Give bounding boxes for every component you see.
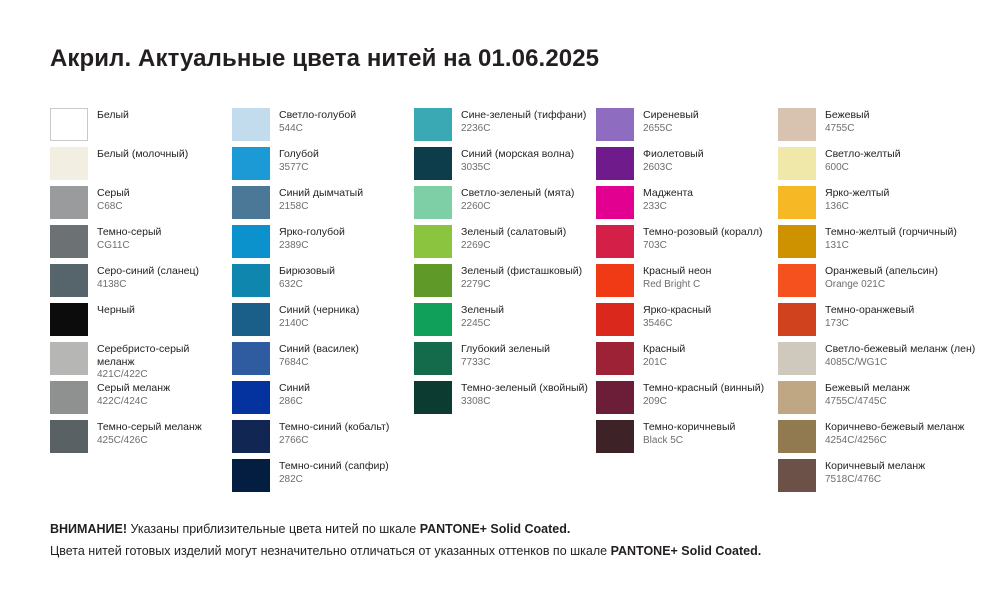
color-code: 7518C/476C bbox=[825, 473, 882, 485]
swatch-labels bbox=[825, 459, 925, 486]
color-chip bbox=[50, 264, 88, 297]
color-chip bbox=[414, 303, 452, 336]
color-code: C68C bbox=[97, 200, 123, 212]
color-name: Бежевый меланж bbox=[825, 382, 910, 394]
color-name: Красный bbox=[643, 343, 686, 355]
color-chip bbox=[232, 108, 270, 141]
swatch-item bbox=[50, 108, 232, 147]
color-chip bbox=[778, 264, 816, 297]
color-name: Бежевый bbox=[825, 109, 870, 121]
swatch-labels bbox=[825, 264, 938, 291]
swatch-labels bbox=[97, 108, 129, 123]
swatch-item bbox=[232, 342, 414, 381]
swatch-labels bbox=[97, 303, 135, 318]
color-code: 3035C bbox=[461, 161, 491, 173]
swatch-labels bbox=[279, 420, 389, 447]
color-chip bbox=[596, 225, 634, 258]
swatch-labels bbox=[461, 264, 582, 291]
color-name: Белый (молочный) bbox=[97, 148, 189, 160]
swatch-labels bbox=[461, 303, 504, 330]
color-name: Фиолетовый bbox=[643, 148, 704, 160]
attention-label: ВНИМАНИЕ! bbox=[50, 522, 127, 536]
swatch-labels bbox=[643, 186, 693, 213]
color-name: Темно-желтый (горчичный) bbox=[825, 226, 957, 238]
color-chip bbox=[596, 303, 634, 336]
swatch-labels bbox=[643, 381, 764, 408]
swatch-labels bbox=[97, 342, 217, 382]
color-chip bbox=[414, 186, 452, 219]
color-code: 201C bbox=[643, 356, 667, 368]
color-chip bbox=[232, 342, 270, 375]
color-name: Светло-зеленый (мята) bbox=[461, 187, 575, 199]
color-chip bbox=[778, 342, 816, 375]
swatch-item bbox=[232, 381, 414, 420]
swatch-labels bbox=[279, 225, 345, 252]
color-chip bbox=[50, 186, 88, 219]
color-name: Зеленый (фисташковый) bbox=[461, 265, 583, 277]
footer-line-1 bbox=[50, 519, 970, 539]
swatch-labels bbox=[97, 225, 161, 252]
color-code: 4254C/4256C bbox=[825, 434, 887, 446]
color-code: 2603C bbox=[643, 161, 673, 173]
swatch-labels bbox=[279, 108, 356, 135]
color-name: Темно-коричневый bbox=[643, 421, 736, 433]
color-name: Серо-синий (сланец) bbox=[97, 265, 200, 277]
swatch-labels bbox=[643, 225, 763, 252]
color-chip bbox=[778, 420, 816, 453]
color-chip bbox=[778, 303, 816, 336]
color-code: 4138C bbox=[97, 278, 127, 290]
color-chip bbox=[50, 108, 88, 141]
swatch-labels bbox=[643, 147, 704, 174]
swatch-item bbox=[596, 108, 778, 147]
swatch-item bbox=[596, 420, 778, 459]
color-name: Темно-зеленый (хвойный) bbox=[461, 382, 588, 394]
color-code: 4085C/WG1C bbox=[825, 356, 888, 368]
swatch-column-1 bbox=[50, 108, 232, 498]
swatch-item bbox=[778, 225, 960, 264]
color-name: Зеленый (салатовый) bbox=[461, 226, 567, 238]
color-chip bbox=[232, 420, 270, 453]
color-chip bbox=[50, 225, 88, 258]
color-name: Темно-синий (сапфир) bbox=[279, 460, 389, 472]
color-chip bbox=[414, 381, 452, 414]
color-code: 600C bbox=[825, 161, 849, 173]
swatch-labels bbox=[825, 342, 975, 369]
color-name: Темно-красный (винный) bbox=[643, 382, 765, 394]
swatch-labels bbox=[461, 147, 574, 174]
color-code: CG11C bbox=[97, 239, 130, 251]
color-name: Белый bbox=[97, 109, 129, 121]
color-name: Коричневый меланж bbox=[825, 460, 926, 472]
color-code: 209C bbox=[643, 395, 667, 407]
color-name: Синий (морская волна) bbox=[461, 148, 575, 160]
swatch-item bbox=[414, 225, 596, 264]
swatch-item bbox=[414, 342, 596, 381]
swatch-item bbox=[50, 420, 232, 459]
color-chip bbox=[50, 147, 88, 180]
swatch-column-2 bbox=[232, 108, 414, 498]
swatch-labels bbox=[461, 108, 586, 135]
color-code: 282C bbox=[279, 473, 303, 485]
color-name: Синий bbox=[279, 382, 310, 394]
swatch-labels bbox=[643, 420, 735, 447]
swatch-column-5 bbox=[778, 108, 976, 498]
color-code: Black 5C bbox=[643, 434, 684, 446]
color-code: 4755C bbox=[825, 122, 855, 134]
footer-note bbox=[50, 519, 970, 561]
color-code: 136C bbox=[825, 200, 849, 212]
swatch-labels bbox=[97, 420, 202, 447]
swatch-item bbox=[414, 186, 596, 225]
color-code: 173C bbox=[825, 317, 849, 329]
swatch-labels bbox=[643, 342, 685, 369]
color-chip bbox=[778, 186, 816, 219]
footer-line-2 bbox=[50, 541, 970, 561]
color-code: Orange 021C bbox=[825, 278, 886, 290]
color-code: 2279C bbox=[461, 278, 491, 290]
color-name: Коричнево-бежевый меланж bbox=[825, 421, 965, 433]
color-chip bbox=[232, 264, 270, 297]
color-name: Темно-серый bbox=[97, 226, 162, 238]
color-chip bbox=[414, 108, 452, 141]
color-code: 2236C bbox=[461, 122, 491, 134]
swatch-item bbox=[50, 342, 232, 381]
swatch-labels bbox=[461, 342, 550, 369]
swatch-item bbox=[232, 303, 414, 342]
swatch-item bbox=[232, 108, 414, 147]
color-name: Темно-оранжевый bbox=[825, 304, 915, 316]
swatch-labels bbox=[279, 342, 359, 369]
color-chip bbox=[596, 186, 634, 219]
color-chip bbox=[50, 342, 88, 375]
swatch-labels bbox=[97, 186, 130, 213]
color-name: Ярко-красный bbox=[643, 304, 712, 316]
color-code: 3308C bbox=[461, 395, 491, 407]
color-name: Серый меланж bbox=[97, 382, 171, 394]
swatch-item bbox=[414, 381, 596, 420]
color-code: 2655C bbox=[643, 122, 673, 134]
color-name: Синий (черника) bbox=[279, 304, 360, 316]
swatch-column-4 bbox=[596, 108, 778, 498]
color-chip bbox=[232, 225, 270, 258]
color-chip bbox=[596, 264, 634, 297]
swatch-item bbox=[414, 108, 596, 147]
swatch-labels bbox=[279, 303, 359, 330]
color-code: 2389C bbox=[279, 239, 309, 251]
swatch-item bbox=[232, 264, 414, 303]
color-chip bbox=[596, 147, 634, 180]
color-name: Голубой bbox=[279, 148, 319, 160]
page-title: Акрил. Актуальные цвета нитей на 01.06.2025 bbox=[50, 45, 600, 72]
swatch-item bbox=[778, 186, 960, 225]
swatch-labels bbox=[279, 459, 389, 486]
swatch-item bbox=[596, 225, 778, 264]
color-chip bbox=[778, 381, 816, 414]
color-name: Светло-бежевый меланж (лен) bbox=[825, 343, 976, 355]
swatch-item bbox=[50, 147, 232, 186]
color-name: Черный bbox=[97, 304, 135, 316]
color-name: Ярко-желтый bbox=[825, 187, 890, 199]
color-name: Маджента bbox=[643, 187, 694, 199]
swatch-item bbox=[778, 147, 960, 186]
color-code: 703C bbox=[643, 239, 667, 251]
footer-line-1-text: Указаны приблизительные цвета нитей по шкале bbox=[127, 522, 420, 536]
color-chip bbox=[596, 342, 634, 375]
color-code: 2766C bbox=[279, 434, 309, 446]
swatch-labels bbox=[279, 186, 363, 213]
pantone-label-1: PANTONE+ Solid Coated. bbox=[419, 522, 571, 536]
color-chip bbox=[778, 147, 816, 180]
swatch-item bbox=[596, 303, 778, 342]
swatch-labels bbox=[825, 381, 910, 408]
swatch-item bbox=[778, 264, 960, 303]
color-chip bbox=[596, 108, 634, 141]
swatch-labels bbox=[825, 303, 914, 330]
swatch-item bbox=[414, 303, 596, 342]
swatch-columns bbox=[50, 108, 976, 498]
color-code: 4755C/4745C bbox=[825, 395, 887, 407]
color-name: Сине-зеленый (тиффани) bbox=[461, 109, 587, 121]
swatch-labels bbox=[97, 264, 199, 291]
swatch-item bbox=[232, 459, 414, 498]
swatch-labels bbox=[825, 420, 964, 447]
swatch-labels bbox=[279, 381, 310, 408]
color-code: 2269C bbox=[461, 239, 491, 251]
color-chip bbox=[414, 225, 452, 258]
swatch-item bbox=[50, 264, 232, 303]
color-code: 7733C bbox=[461, 356, 491, 368]
color-name: Синий (василек) bbox=[279, 343, 359, 355]
swatch-item bbox=[414, 264, 596, 303]
color-code: 3546C bbox=[643, 317, 673, 329]
swatch-item bbox=[414, 147, 596, 186]
color-code: 2245C bbox=[461, 317, 491, 329]
color-code: 632C bbox=[279, 278, 303, 290]
color-chip bbox=[778, 459, 816, 492]
color-code: 3577C bbox=[279, 161, 309, 173]
footer-line-2-text: Цвета нитей готовых изделий могут незначительно отличаться от указанных оттенков по шкале bbox=[50, 544, 611, 558]
color-chip bbox=[50, 381, 88, 414]
color-code: 544C bbox=[279, 122, 303, 134]
color-code: 2158C bbox=[279, 200, 309, 212]
swatch-item bbox=[50, 186, 232, 225]
color-name: Серебристо-серый меланж bbox=[97, 343, 190, 368]
swatch-item bbox=[596, 342, 778, 381]
color-chip bbox=[414, 342, 452, 375]
color-name: Сиреневый bbox=[643, 109, 699, 121]
swatch-labels bbox=[825, 108, 869, 135]
color-code: 131C bbox=[825, 239, 849, 251]
color-name: Серый bbox=[97, 187, 130, 199]
color-chip bbox=[414, 147, 452, 180]
swatch-item bbox=[778, 420, 965, 459]
swatch-item bbox=[778, 108, 960, 147]
color-code: 425C/426C bbox=[97, 434, 148, 446]
color-name: Темно-розовый (коралл) bbox=[643, 226, 763, 238]
swatch-item bbox=[232, 420, 414, 459]
color-chip bbox=[232, 381, 270, 414]
color-chip bbox=[778, 225, 816, 258]
color-code: 286C bbox=[279, 395, 303, 407]
swatch-labels bbox=[461, 186, 574, 213]
swatch-labels bbox=[643, 264, 711, 291]
color-code: Red Bright C bbox=[643, 278, 701, 290]
swatch-item bbox=[232, 147, 414, 186]
swatch-column-3 bbox=[414, 108, 596, 498]
color-chip bbox=[232, 303, 270, 336]
swatch-labels bbox=[97, 381, 170, 408]
swatch-item bbox=[50, 225, 232, 264]
swatch-labels bbox=[279, 147, 319, 174]
color-name: Оранжевый (апельсин) bbox=[825, 265, 938, 277]
color-chip bbox=[778, 108, 816, 141]
color-name: Темно-синий (кобальт) bbox=[279, 421, 390, 433]
color-name: Светло-желтый bbox=[825, 148, 901, 160]
swatch-labels bbox=[643, 108, 699, 135]
color-chip bbox=[232, 459, 270, 492]
swatch-labels bbox=[461, 225, 566, 252]
color-code: 2260C bbox=[461, 200, 491, 212]
swatch-labels bbox=[825, 225, 957, 252]
color-chip bbox=[414, 264, 452, 297]
color-chip bbox=[596, 420, 634, 453]
color-code: 421C/422C bbox=[97, 369, 148, 380]
swatch-item bbox=[778, 303, 960, 342]
color-chip bbox=[50, 303, 88, 336]
color-name: Ярко-голубой bbox=[279, 226, 345, 238]
color-name: Темно-серый меланж bbox=[97, 421, 202, 433]
color-name: Светло-голубой bbox=[279, 109, 357, 121]
swatch-item bbox=[596, 186, 778, 225]
swatch-item bbox=[232, 186, 414, 225]
swatch-labels bbox=[97, 147, 188, 162]
color-chip bbox=[50, 420, 88, 453]
color-chip bbox=[232, 147, 270, 180]
swatch-item bbox=[778, 342, 976, 381]
swatch-item bbox=[778, 381, 960, 420]
color-chip bbox=[232, 186, 270, 219]
swatch-labels bbox=[461, 381, 588, 408]
color-name: Бирюзовый bbox=[279, 265, 335, 277]
color-name: Зеленый bbox=[461, 304, 505, 316]
swatch-labels bbox=[825, 186, 889, 213]
swatch-labels bbox=[825, 147, 901, 174]
swatch-item bbox=[232, 225, 414, 264]
color-code: 233C bbox=[643, 200, 667, 212]
swatch-item bbox=[50, 303, 232, 342]
color-chip bbox=[596, 381, 634, 414]
color-code: 7684C bbox=[279, 356, 309, 368]
pantone-label-2: PANTONE+ Solid Coated. bbox=[610, 544, 762, 558]
swatch-labels bbox=[643, 303, 711, 330]
swatch-item bbox=[778, 459, 960, 498]
swatch-item bbox=[596, 147, 778, 186]
swatch-item bbox=[596, 264, 778, 303]
color-name: Синий дымчатый bbox=[279, 187, 364, 199]
color-name: Красный неон bbox=[643, 265, 712, 277]
color-code: 422C/424C bbox=[97, 395, 148, 407]
color-code: 2140C bbox=[279, 317, 309, 329]
swatch-labels bbox=[279, 264, 335, 291]
color-name: Глубокий зеленый bbox=[461, 343, 551, 355]
swatch-item bbox=[50, 381, 232, 420]
swatch-item bbox=[596, 381, 778, 420]
